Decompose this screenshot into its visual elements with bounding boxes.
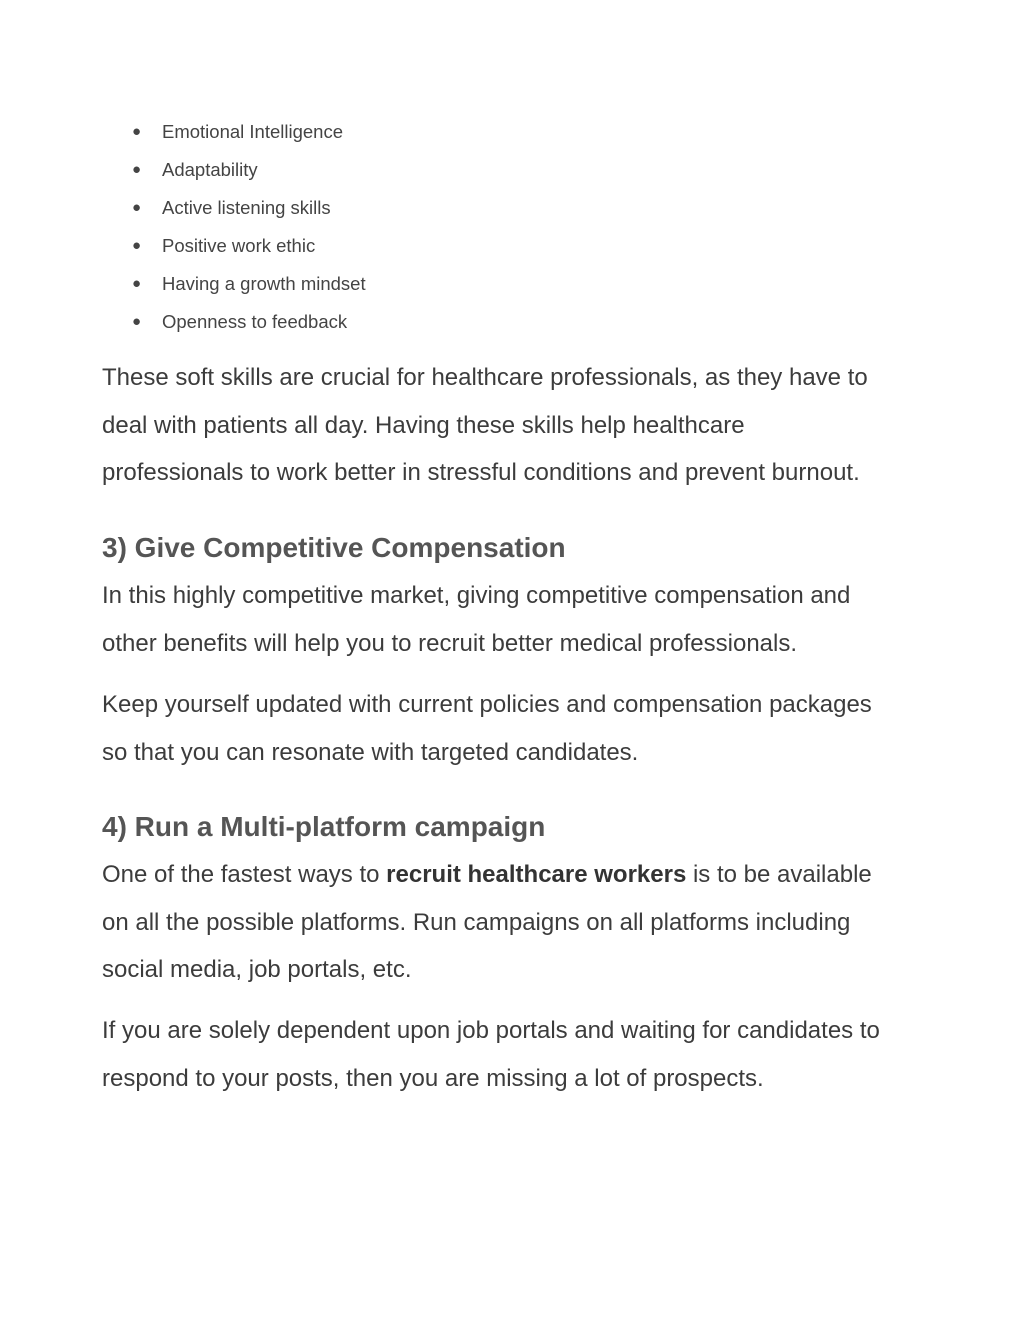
list-item-label: Positive work ethic bbox=[162, 235, 316, 256]
section-3-paragraph-1 bbox=[102, 572, 932, 667]
list-item bbox=[102, 271, 902, 309]
paragraph-line: professionals to work better in stressful conditions and prevent burnout. bbox=[102, 459, 860, 486]
list-item-label: Having a growth mindset bbox=[162, 273, 366, 294]
paragraph-line: In this highly competitive market, giving competitive compensation and bbox=[102, 582, 851, 609]
section-4-paragraph-2 bbox=[102, 1007, 932, 1102]
paragraph-line: deal with patients all day. Having these skills help healthcare bbox=[102, 411, 745, 439]
paragraph-line: If you are solely dependent upon job portals and waiting for candidates to bbox=[102, 1017, 880, 1044]
bold-keyword: recruit healthcare workers bbox=[386, 861, 687, 888]
paragraph-text: is to be available bbox=[686, 861, 872, 888]
bullet-icon: ● bbox=[132, 313, 142, 330]
paragraph-line: respond to your posts, then you are missing a lot of prospects. bbox=[102, 1064, 764, 1092]
list-item bbox=[102, 195, 902, 233]
bullet-icon: ● bbox=[132, 199, 142, 216]
bullet-icon: ● bbox=[132, 123, 142, 140]
section-3-paragraph-2 bbox=[102, 681, 932, 776]
list-item bbox=[102, 309, 902, 347]
list-item-label: Adaptability bbox=[162, 159, 258, 180]
list-item bbox=[102, 157, 902, 195]
paragraph-line: so that you can resonate with targeted candidates. bbox=[102, 738, 639, 766]
paragraph-line: on all the possible platforms. Run campaigns on all platforms including bbox=[102, 908, 851, 936]
paragraph-line: other benefits will help you to recruit better medical professionals. bbox=[102, 629, 798, 657]
list-item-label: Active listening skills bbox=[162, 197, 331, 218]
paragraph-line: social media, job portals, etc. bbox=[102, 956, 412, 983]
soft-skills-paragraph bbox=[102, 354, 932, 497]
paragraph-text: One of the fastest ways to bbox=[102, 861, 387, 888]
section-4-heading: 4) Run a Multi-platform campaign bbox=[102, 811, 546, 842]
paragraph-line: Keep yourself updated with current policies and compensation packages bbox=[102, 691, 872, 718]
bullet-icon: ● bbox=[132, 237, 142, 254]
list-item bbox=[102, 119, 902, 157]
paragraph-line bbox=[102, 851, 932, 899]
section-3-heading: 3) Give Competitive Compensation bbox=[102, 532, 566, 563]
section-4-paragraph-1 bbox=[102, 851, 932, 994]
bullet-icon: ● bbox=[132, 275, 142, 292]
bullet-icon: ● bbox=[132, 161, 142, 178]
list-item-label: Emotional Intelligence bbox=[162, 121, 343, 142]
soft-skills-list bbox=[102, 119, 902, 347]
list-item-label: Openness to feedback bbox=[162, 311, 348, 332]
list-item bbox=[102, 233, 902, 271]
paragraph-line: These soft skills are crucial for healthcare professionals, as they have to bbox=[102, 364, 868, 391]
